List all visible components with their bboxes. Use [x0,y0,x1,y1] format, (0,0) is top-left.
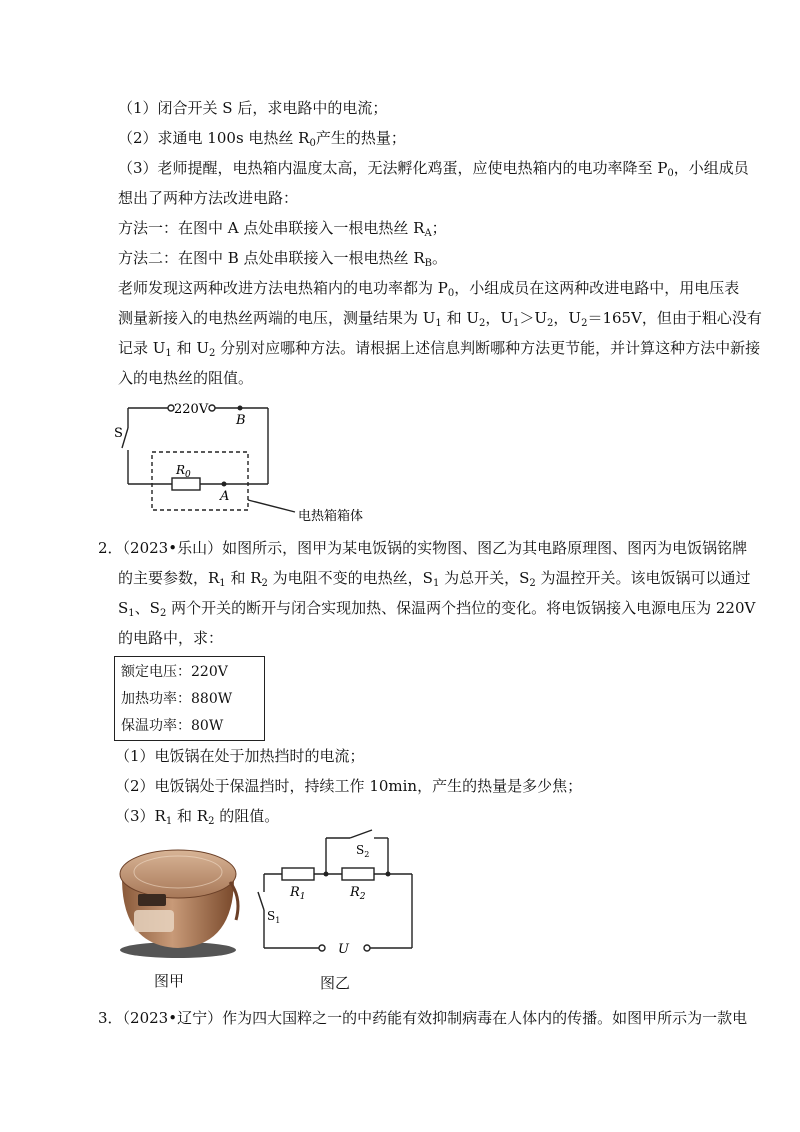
q3-header: 3．（2023•辽宁）作为四大国粹之一的中药能有效抑制病毒在人体内的传播。如图甲所示为一款电 [98,1009,748,1027]
resistor-r2 [342,868,374,880]
box-pointer-line [248,500,295,512]
label-r1: $R_1$ [290,885,306,902]
q2-circuit-diagram [252,828,422,960]
q1-method2: 方法二：在图中 B 点处串联接入一根电热丝 $R_B$。 [118,249,447,269]
q1-circuit-diagram [110,396,390,522]
nameplate-rated-voltage: 额定电压：220V [121,664,228,680]
q1-para-line2: 测量新接入的电热丝两端的电压，测量结果为 $U_1$ 和 $U_2$，$U_1>U_2$，$U_2=165V$，但由于粗心没有 [118,309,762,329]
caption-jia: 图甲 [154,972,185,990]
q1-method1: 方法一：在图中 A 点处串联接入一根电热丝 $R_A$； [118,219,447,239]
q2-header-line2: 的主要参数，$R_1$ 和 $R_2$ 为电阻不变的电热丝，$S_1$ 为总开关，$S_2$ 为温控开关。该电饭锅可以通过 [118,569,751,589]
node-b [238,406,243,411]
q1-para-line4: 入的电热丝的阻值。 [118,369,254,387]
label-u: U [338,942,349,957]
nameplate-warming-power: 保温功率：80W [121,718,224,734]
terminal-right [209,405,215,411]
cooker-display [138,894,166,906]
q1-item3-line1: （3）老师提醒，电热箱内温度太高，无法孵化鸡蛋，应使电热箱内的电功率降至 $P_0$，小组成员 [118,159,749,179]
node-right [386,872,391,877]
node-a [222,482,227,487]
q1-item1: （1）闭合开关 S 后，求电路中的电流； [118,99,388,117]
q2-item2: （2）电饭锅处于保温挡时，持续工作 10min，产生的热量是多少焦； [115,777,583,795]
cooker-control-panel [134,910,174,932]
terminal-u-right [364,945,370,951]
q1-para-line3: 记录 $U_1$ 和 $U_2$ 分别对应哪种方法。请根据上述信息判断哪种方法更节能，并计算这种方法中新接 [118,339,761,359]
label-a: A [220,489,230,504]
voltage-label: 220V [174,402,209,417]
terminal-u-left [319,945,325,951]
label-s: S [114,426,123,441]
switch-s1-blade [258,892,264,910]
label-r2: $R_2$ [350,885,366,902]
label-s2: $S_2$ [356,843,370,859]
q2-item1: （1）电饭锅在处于加热挡时的电流； [115,747,365,765]
q1-item3-line2: 想出了两种方法改进电路： [118,189,299,207]
q2-header-line4: 的电路中，求： [118,629,224,647]
rice-cooker-image [112,838,244,960]
caption-yi: 图乙 [320,974,351,992]
q2-header-line1: 2．（2023•乐山）如图所示，图甲为某电饭锅的实物图、图乙为其电路原理图、图丙为电饭锅铭牌 [98,539,748,557]
q2-item3: $(3)R_1$ 和 $R_2$ 的阻值。 [115,807,280,827]
label-b: B [236,413,246,428]
nameplate-heating-power: 加热功率：880W [121,691,233,707]
node-left [324,872,329,877]
q2-header-line3: $S_1$、$S_2$ 两个开关的断开与闭合实现加热、保温两个挡位的变化。将电饭锅接入电源电压为 220V [118,599,756,619]
switch-s2-blade [350,830,372,838]
q1-para-line1: 老师发现这两种改进方法电热箱内的电功率都为 $P_0$，小组成员在这两种改进电路中，用电压表 [118,279,740,299]
label-r0: $R_0$ [176,463,191,480]
q1-item2: （2）求通电 100s 电热丝 $R_0$产生的热量； [118,129,406,149]
cooker-lid [120,850,236,898]
resistor-r1 [282,868,314,880]
box-label: 电热箱箱体 [298,509,364,522]
label-s1: $S_1$ [267,909,281,925]
q2-nameplate [114,656,265,741]
